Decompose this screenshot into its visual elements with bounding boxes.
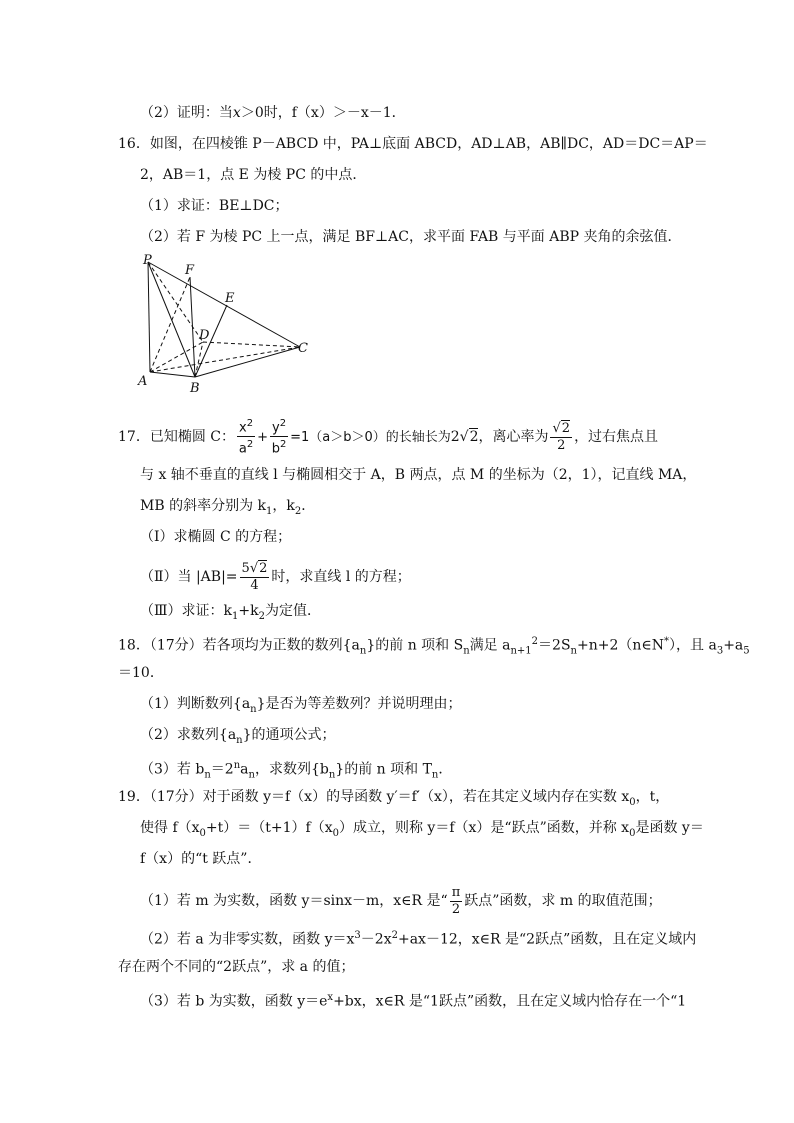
- q18-line2: ＝10．: [118, 665, 164, 681]
- q18-p2b: }的通项公式；: [242, 727, 336, 743]
- q18-p3-sub1: n: [204, 769, 211, 781]
- q17-number: 17．: [118, 428, 150, 445]
- q17-sub1: 1: [266, 505, 273, 517]
- q17-line1: 17．已知椭圆 C： $\frac{x^2}{a^2}$ + $\frac{y^2}{b^2}$ =1（a＞b＞0）的长轴长为2√2，离心率为 $\frac{√2}{2}$ ，过右焦点且: [118, 418, 659, 457]
- q18-line1: [118, 632, 750, 661]
- q19-part2-line2: 存在两个不同的“2跃点”，求 a 的值；: [118, 959, 355, 975]
- q19-l2-sub3: 0: [629, 827, 636, 839]
- q17-frac-ab: $\frac{5√2}{4}$: [241, 561, 268, 593]
- edge-PA: [148, 262, 150, 372]
- label-D: D: [199, 328, 210, 343]
- q18-l1a: （17分）若各项均为正数的数列{a: [149, 637, 360, 654]
- q17-x: x: [239, 420, 247, 436]
- q17-line2: 与 x 轴不垂直的直线 l 与椭圆相交于 A，B 两点，点 M 的坐标为（2，1），记直线 MA，: [140, 467, 697, 483]
- q18-p3-sub3: n: [328, 769, 336, 781]
- q18-sub3: 3: [716, 645, 724, 657]
- q18-sub-n2: n: [463, 645, 470, 657]
- q17-l3b: ，k: [272, 498, 295, 514]
- q15-part2: [140, 103, 406, 123]
- q19-part2: [140, 926, 696, 950]
- label-B: B: [190, 381, 200, 396]
- q19-line2: [140, 818, 704, 844]
- edge-DC: [203, 342, 300, 347]
- edge-AB: [150, 372, 195, 377]
- label-E: E: [225, 291, 235, 306]
- q17-part2: [140, 560, 411, 594]
- q16-part2: （2）若 F 为棱 PC 上一点，满足 BF⊥AC，求平面 FAB 与平面 ABP 夹角的余弦值．: [140, 229, 682, 245]
- label-F: F: [185, 263, 195, 278]
- q18-l1b: }的前 n 项和 S: [366, 637, 464, 654]
- q17-p2-five: 5: [241, 561, 250, 576]
- q16-line2: 2，AB＝1，点 E 为棱 PC 的中点．: [140, 167, 367, 183]
- q17-p2-den: 4: [250, 578, 259, 593]
- q17-line3: [140, 496, 315, 522]
- q17-sup-b: 2: [279, 439, 287, 451]
- q19-square: 2: [391, 930, 398, 941]
- label-C: C: [298, 341, 308, 356]
- q19-pi-den: 2: [451, 901, 461, 917]
- label-A: A: [138, 374, 148, 389]
- q19-l2-sub1: 0: [199, 827, 206, 839]
- q18-p3-sub4: n: [431, 769, 439, 781]
- q15-var-x: x: [232, 105, 241, 121]
- q17-l3c: ．: [301, 498, 316, 514]
- q17-p3c: 为定值．: [264, 603, 321, 619]
- q16-stem-1: 如图，在四棱锥 P－ABCD 中，PA⊥底面 ABCD，AD⊥AB，AB∥DC，AD＝DC＝AP＝: [149, 136, 708, 152]
- q18-part3: [140, 756, 452, 785]
- q18-p3c: a: [240, 761, 249, 778]
- q17-p2b: 时，求直线 l 的方程；: [271, 569, 411, 585]
- q19-line1: [118, 787, 669, 813]
- q17-p3-sub1: 1: [231, 610, 239, 622]
- q17-radicand: 2: [469, 428, 479, 445]
- q19-l1-tail: ，t，: [635, 789, 670, 805]
- q17-b: b: [271, 441, 280, 457]
- q17-frac-ecc: $\frac{√2}{2}$: [552, 420, 571, 453]
- q19-p3b: +bx，x∈R 是“1跃点”函数，且在定义域内恰存在一个“1: [333, 993, 687, 1010]
- q17-l3a: MB 的斜率分别为 k: [140, 498, 267, 514]
- q18-part1: [140, 694, 462, 720]
- q19-l2a: 使得 f（x: [140, 820, 200, 836]
- q17-sub2: 2: [294, 505, 302, 517]
- edge-AD: [150, 342, 203, 372]
- q17-p3a: （Ⅲ）求证：k: [140, 603, 232, 619]
- q18-p3a: （3）若 b: [140, 761, 205, 778]
- q17-p2-rad: 2: [259, 561, 268, 576]
- q19-p1a: （1）若 m 为实数，函数 y＝sinx－m，x∈R 是“: [140, 893, 448, 909]
- q17-p3-sub2: 2: [258, 610, 265, 622]
- q19-exp-x: x: [327, 992, 334, 1003]
- q17-tail: ，过右焦点且: [574, 428, 659, 445]
- q15-text-e: －x－1．: [346, 105, 406, 121]
- q19-part1: [140, 884, 662, 918]
- q18-l1f: ），且 a: [669, 637, 717, 654]
- q18-p3-sup: n: [233, 760, 241, 771]
- q19-l2d: 是函数 y＝: [635, 820, 704, 836]
- q19-p1b: 跃点”函数，求 m 的取值范围；: [464, 893, 662, 909]
- q18-p1b: }是否为等差数列？并说明理由；: [256, 696, 462, 712]
- q17-two: 2: [450, 428, 460, 445]
- q16-pyramid-figure: [135, 252, 320, 397]
- q19-l2c: ）成立，则称 y＝f（x）是“跃点”函数，并称 x: [338, 820, 630, 836]
- q19-part3: [140, 988, 686, 1012]
- q16-line1: [118, 134, 708, 154]
- q17-part3: [140, 601, 321, 627]
- q18-l1c: 满足 a: [469, 637, 511, 654]
- q18-star: *: [664, 636, 670, 647]
- q17-plus: +: [257, 429, 268, 445]
- q18-part2: [140, 725, 336, 751]
- q18-sub-n1: n: [359, 645, 367, 657]
- q18-l1g: +a: [723, 637, 744, 654]
- q19-number: 19．: [118, 789, 150, 805]
- q18-p1-sub: n: [250, 703, 257, 715]
- q19-l2b: +t）＝（t+1）f（x: [205, 820, 333, 836]
- q17-eq-cond: =1（a＞b＞0）的长轴长为: [290, 429, 451, 445]
- q17-mid: ，离心率为: [478, 428, 549, 445]
- q19-p2a: （2）若 a 为非零实数，函数 y＝x: [140, 931, 355, 948]
- q18-p3d: ，求数列{b: [254, 761, 329, 778]
- q18-sup-2: 2: [531, 636, 539, 647]
- q18-p1a: （1）判断数列{a: [140, 696, 251, 712]
- q17-ecc-den: 2: [557, 437, 566, 453]
- q17-part1: （Ⅰ）求椭圆 C 的方程；: [140, 529, 292, 545]
- q15-text-c: ＞0时，: [240, 105, 292, 121]
- q19-l2-sub2: 0: [332, 827, 339, 839]
- q18-sub5: 5: [743, 645, 750, 657]
- q19-p2b: －2x: [360, 931, 392, 948]
- q17-sup-y: 2: [279, 418, 287, 429]
- q17-ecc-num: 2: [561, 420, 571, 436]
- q18-p3-sub2: n: [248, 769, 255, 781]
- edge-PC: [148, 262, 300, 347]
- q19-p3a: （3）若 b 为实数，函数 y＝e: [140, 993, 328, 1010]
- q18-p3f: ．: [438, 761, 453, 778]
- edge-AF: [150, 277, 190, 372]
- edge-BC: [195, 347, 300, 377]
- q19-l1: （17分）对于函数 y＝f（x）的导函数 y′＝f′（x），若在其定义域内存在实数 x: [149, 789, 630, 805]
- q18-number: 18．: [118, 637, 150, 654]
- q18-p3e: }的前 n 项和 T: [335, 761, 432, 778]
- edge-BD: [195, 342, 203, 377]
- q16-part1: （1）求证：BE⊥DC；: [140, 198, 289, 214]
- q17-frac-y2-b2: [270, 416, 288, 458]
- q17-p3b: +k: [238, 603, 259, 619]
- q18-p2a: （2）求数列{a: [140, 727, 237, 743]
- q15-text-a: （2）证明：当: [140, 105, 233, 121]
- q18-sub-np1: n+1: [510, 645, 532, 657]
- q17-y: y: [271, 420, 280, 436]
- q17-sup-a: 2: [246, 439, 254, 451]
- q19-frac-pi: [450, 885, 463, 918]
- q19-pi: π: [451, 884, 461, 900]
- q16-number: 16．: [118, 136, 150, 152]
- q17-sup-x: 2: [246, 418, 254, 429]
- q17-intro: 已知椭圆 C：: [149, 428, 235, 445]
- q18-p3b: ＝2: [210, 761, 234, 778]
- q17-a: a: [238, 441, 247, 457]
- q17-p2a: （Ⅱ）当 |AB|=: [140, 569, 238, 585]
- q18-l1e: +n+2（n∈N: [577, 637, 665, 654]
- q18-p2-sub: n: [236, 734, 243, 746]
- q19-line3: f（x）的“t 跃点”．: [140, 851, 262, 867]
- q18-sub-n3: n: [570, 645, 577, 657]
- q15-text-d: f（x）＞: [291, 105, 347, 121]
- q19-p2c: +ax－12，x∈R 是“2跃点”函数，且在定义域内: [397, 931, 697, 948]
- q18-l1d: ＝2S: [538, 637, 571, 654]
- label-P: P: [143, 253, 152, 268]
- q17-frac-x2-a2: [237, 416, 255, 458]
- q19-sub0: 0: [629, 796, 636, 808]
- q19-cube: 3: [354, 930, 361, 941]
